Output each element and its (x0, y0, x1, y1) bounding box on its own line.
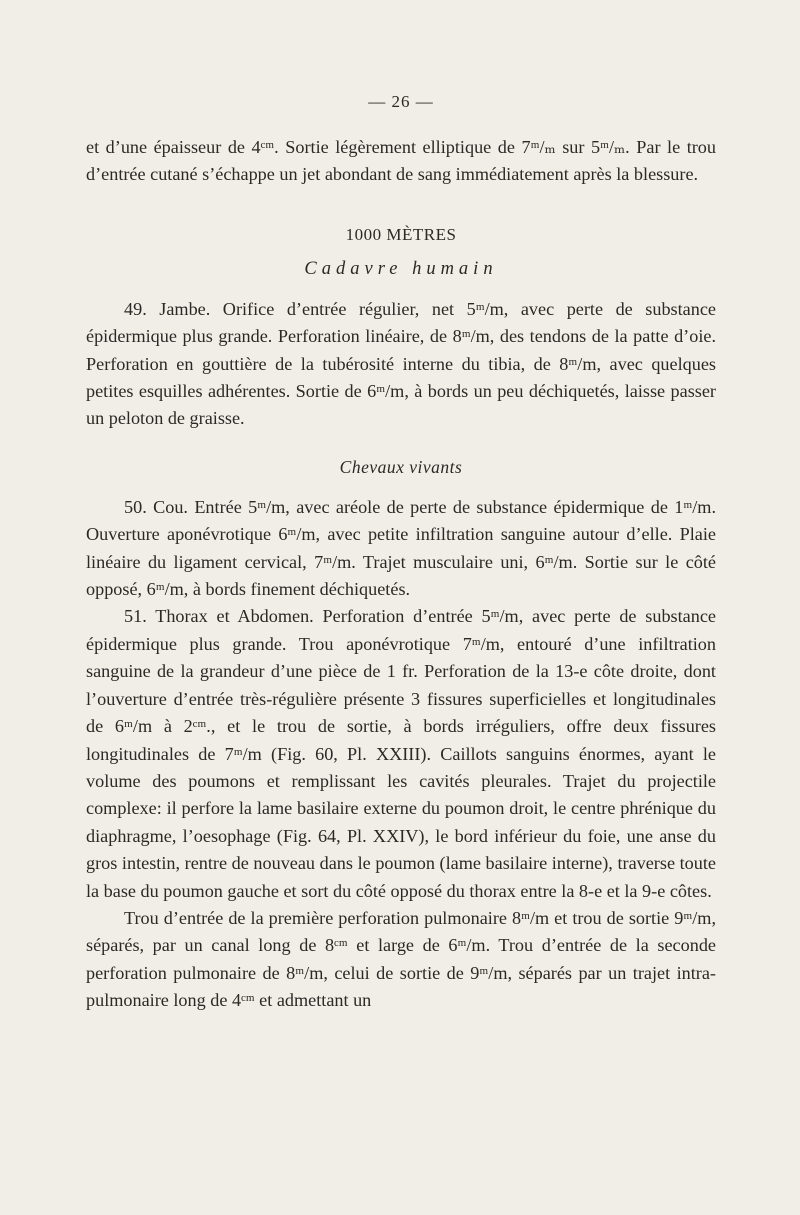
page (86, 92, 716, 1015)
paragraph-49: 49. Jambe. Orifice d’entrée régulier, net 5ᵐ/m, avec perte de substance épidermique plus grande. Perforation linéaire, de 8ᵐ/m, des tendons de la patte d’oie. Perforation en gouttière de la tubérosité interne du tibia, de 8ᵐ/m, avec quelques petites esquilles adhérentes. Sortie de 6ᵐ/m, à bords un peu déchiquetés, laisse passer un peloton de graisse. (86, 298, 716, 429)
section-heading-distance: 1000 MÈTRES (345, 224, 457, 244)
section-heading-horses: Chevaux vivants (339, 456, 463, 477)
paragraph-51: 51. Thorax et Abdomen. Perforation d’entrée 5ᵐ/m, avec perte de substance épidermique plus grande. Trou aponévrotique 7ᵐ/m, entouré d’une infiltration sanguine de la grandeur d’une pièce de 1 fr. Perforation de la 13-e côte droite, dont l’ouverture d’entrée très-régulière présente 3 fissures superficielles et longitudinales de 6ᵐ/m à 2ᶜᵐ., et le trou de sortie, à bords irréguliers, offre deux fissures longitudinales de 7ᵐ/m (Fig. 60, Pl. XXIII). Caillots sanguins énormes, ayant le volume des poumons et remplissant les cavités pleurales. Trajet du projectile complexe: il perfore la lame basilaire externe du poumon droit, le centre phrénique du diaphragme, l’oesophage (Fig. 64, Pl. XXIV), le bord inférieur du foie, une anse du gros intestin, rentre de nouveau dans le poumon (lame basilaire interne), traverse toute la base du poumon gauche et sort du côté opposé du thorax entre la 8-e et la 9-e côtes. (86, 606, 716, 901)
section-heading-subject: Cadavre humain (304, 258, 498, 279)
continuation-paragraph: et d’une épaisseur de 4ᶜᵐ. Sortie légèrement elliptique de 7ᵐ/ₘ sur 5ᵐ/ₘ. Par le trou d’entrée cutané s’échappe un jet abondant de sang immédiatement après la blessure. (86, 137, 716, 185)
paragraph-last: Trou d’entrée de la première perforation pulmonaire 8ᵐ/m et trou de sortie 9ᵐ/m, séparés, par un canal long de 8ᶜᵐ et large de 6ᵐ/m. Trou d’entrée de la seconde perforation pulmonaire de 8ᵐ/m, celui de sortie de 9ᵐ/m, séparés par un trajet intra-pulmonaire long de 4ᶜᵐ et admettant un (86, 907, 716, 1011)
page-number: — 26 — (368, 92, 434, 111)
paragraph-50: 50. Cou. Entrée 5ᵐ/m, avec aréole de perte de substance épidermique de 1ᵐ/m. Ouverture aponévrotique 6ᵐ/m, avec petite infiltration sanguine autour d’elle. Plaie linéaire du ligament cervical, 7ᵐ/m. Trajet musculaire uni, 6ᵐ/m. Sortie sur le côté opposé, 6ᵐ/m, à bords finement déchiquetés. (86, 496, 716, 600)
